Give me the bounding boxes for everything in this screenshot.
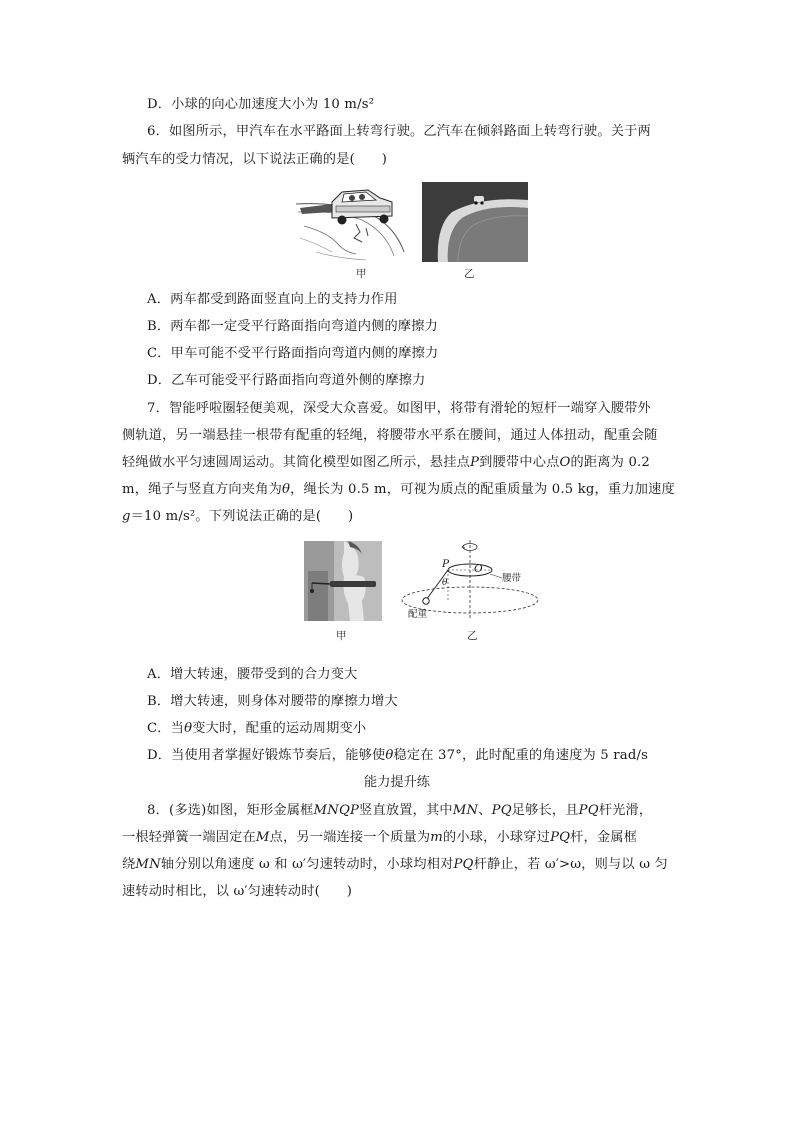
q7-caption-jia: 甲	[336, 630, 347, 642]
q8-l1-e: 、	[478, 803, 492, 818]
q7-option-d	[147, 746, 648, 766]
q7-stem-text2: 侧轨道，另一端悬挂一根带有配重的轻绳，将腰带水平系在腰间，通过人体扭动，配重会随	[122, 428, 658, 443]
q7-stem-line4	[122, 480, 675, 500]
q6-option-a-text: A．两车都受到路面竖直向上的支持力作用	[147, 292, 398, 307]
q7-stem-line5	[122, 507, 353, 527]
label-weight: 配重	[408, 609, 428, 620]
q8-l2-g: 杆，金属框	[570, 830, 638, 845]
q6-option-d	[147, 371, 426, 391]
q7-stem-line2	[122, 426, 658, 446]
label-theta: θ	[442, 578, 448, 588]
q6-option-d-text: D．乙车可能受平行路面指向弯道外侧的摩擦力	[147, 373, 426, 388]
q7-l3-c: 到腰带中心点	[479, 455, 560, 470]
q8-l1-a: 8．(多选)如图，矩形金属框	[147, 803, 314, 818]
q8-l1-MN: MN	[452, 803, 479, 818]
car-flat-road-illustration	[296, 182, 411, 262]
q7-l5-g: g	[122, 509, 131, 524]
q8-l2-a: 一根轻弹簧一端固定在	[122, 830, 256, 845]
hula-hoop-person-photo	[304, 541, 382, 621]
q7-d-c: 稳定在 37°，此时配重的角速度为 5 rad/s	[393, 748, 649, 763]
q7-option-a-text: A．增大转速，腰带受到的合力变大	[147, 667, 358, 682]
q8-l2-m: m	[430, 830, 443, 845]
q8-l3-c: 轴分别以角速度 ω 和 ω′匀速转动时，小球均相对	[160, 857, 454, 872]
q7-figure-yi	[398, 538, 548, 626]
q8-stem-line2	[122, 828, 637, 848]
q8-l1-PQ2: PQ	[578, 803, 599, 818]
q8-l1-PQ: PQ	[491, 803, 512, 818]
q5-option-d-text: D．小球的向心加速度大小为 10 m/s²	[147, 97, 375, 112]
q6-caption-yi: 乙	[464, 268, 475, 280]
q7-l3-e: 的距离为 0.2	[570, 455, 651, 470]
q8-l1-c: 竖直放置，其中	[359, 803, 453, 818]
q6-option-c-text: C．甲车可能不受平行路面指向弯道内侧的摩擦力	[147, 346, 439, 361]
q6-stem-line1	[147, 122, 651, 142]
q7-option-b	[147, 692, 398, 712]
q8-stem-line1	[147, 801, 652, 821]
car-banked-road-photo	[422, 182, 528, 262]
q7-l5-b: ＝10 m/s²。下列说法正确的是( )	[130, 509, 354, 524]
q6-option-a	[147, 290, 398, 310]
q7-c-a: C．当	[147, 721, 185, 736]
q7-c-theta: θ	[184, 721, 193, 736]
q6-stem-text1: 6．如图所示，甲汽车在水平路面上转弯行驶。乙汽车在倾斜路面上转弯行驶。关于两	[147, 124, 651, 139]
label-O: O	[474, 563, 483, 575]
q8-l1-i: 杆光滑，	[598, 803, 653, 818]
q8-l3-PQ: PQ	[453, 857, 474, 872]
q7-option-a	[147, 665, 358, 685]
q7-option-b-text: B．增大转速，则身体对腰带的摩擦力增大	[147, 694, 398, 709]
q8-l2-PQ: PQ	[550, 830, 571, 845]
q7-d-a: D．当使用者掌握好锻炼节奏后，能够使	[147, 748, 386, 763]
q7-l3-a: 轻绳做水平匀速圆周运动。其简化模型如图乙所示，悬挂点	[122, 455, 471, 470]
q6-stem-line2	[122, 150, 387, 170]
q6-figure-yi	[422, 182, 528, 262]
q6-option-b	[147, 317, 438, 337]
q8-stem-line3	[122, 855, 668, 875]
q8-l2-M: M	[255, 830, 270, 845]
q7-stem-line1	[147, 399, 651, 419]
q6-option-b-text: B．两车都一定受平行路面指向弯道内侧的摩擦力	[147, 319, 439, 334]
q7-figure-jia	[304, 541, 382, 621]
q7-l4-theta: θ	[281, 482, 291, 497]
q8-l2-e: 的小球，小球穿过	[442, 830, 551, 845]
q8-l1-MNQP: MNQP	[313, 803, 360, 818]
q8-l3-a: 绕	[122, 857, 136, 872]
q7-l4-c: ，绳长为 0.5 m，可视为质点的配重质量为 0.5 kg，重力加速度	[290, 482, 675, 497]
q7-option-c	[147, 719, 366, 739]
q7-stem-text1: 7．智能呼啦圈轻便美观，深受大众喜爱。如图甲，将带有滑轮的短杆一端穿入腰带外	[147, 401, 651, 416]
q7-l3-O: O	[559, 455, 571, 470]
q7-d-theta: θ	[385, 748, 394, 763]
q8-stem-line4	[122, 882, 352, 902]
q6-stem-text2: 辆汽车的受力情况，以下说法正确的是( )	[122, 152, 388, 167]
label-belt: 腰带	[502, 573, 522, 584]
q8-l3-e: 杆静止，若 ω′>ω，则与以 ω 匀	[473, 857, 668, 872]
section-title: 能力提升练	[364, 775, 430, 790]
q7-caption-yi: 乙	[467, 630, 478, 642]
q8-stem-text4: 速转动时相比，以 ω′匀速转动时( )	[122, 884, 353, 899]
q7-l4-a: m，绳子与竖直方向夹角为	[122, 482, 282, 497]
q8-l1-g: 足够长，且	[511, 803, 579, 818]
q7-c-c: 变大时，配重的运动周期变小	[192, 721, 367, 736]
label-P: P	[442, 558, 450, 570]
q8-l2-c: 点，另一端连接一个质量为	[269, 830, 431, 845]
q7-l3-P: P	[470, 455, 480, 470]
q8-l3-MN: MN	[135, 857, 161, 872]
q6-figure-jia	[296, 182, 411, 262]
q6-caption-jia: 甲	[356, 268, 367, 280]
q5-option-d	[147, 95, 374, 115]
q6-option-c	[147, 344, 438, 364]
q7-stem-line3	[122, 453, 650, 473]
